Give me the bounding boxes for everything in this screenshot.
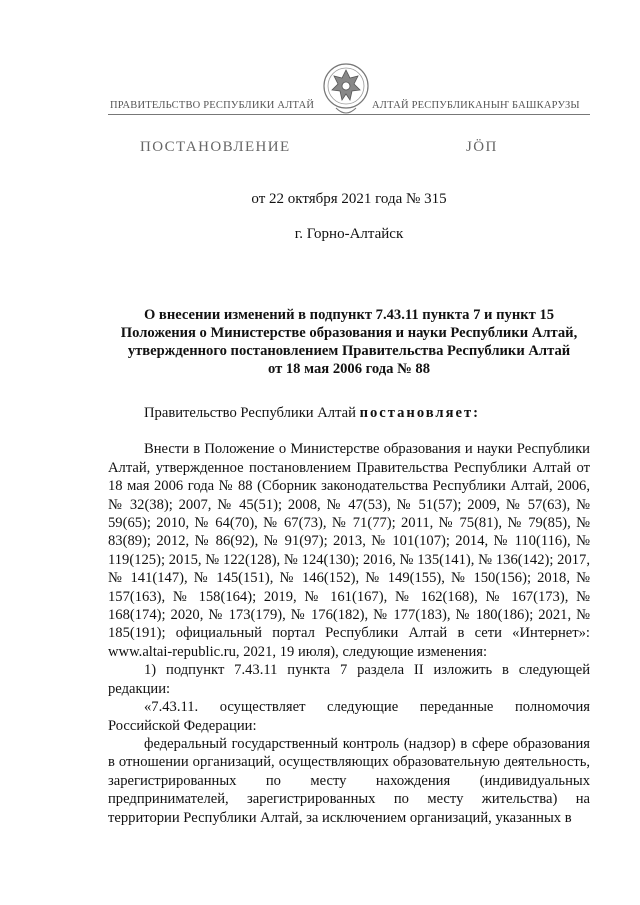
header-rule <box>108 114 590 115</box>
document-type-alt: ЈӦП <box>466 139 498 155</box>
document-title <box>108 306 590 378</box>
preamble <box>108 404 590 422</box>
document-type-ru: ПОСТАНОВЛЕНИЕ <box>140 139 291 155</box>
paragraph: 1) подпункт 7.43.11 пункта 7 раздела II изложить в следующей редакции: <box>108 662 590 697</box>
date-number: от 22 октября 2021 года № 315 <box>251 191 447 207</box>
city: г. Горно-Алтайск <box>294 226 404 242</box>
document-body <box>108 404 590 827</box>
paragraph: Внести в Положение о Министерстве образования и науки Республики Алтай, утвержденное постановлением Правительства Республики Алтай от 18 мая 2006 года № 88 (Сборник законодательства Республики Алтай, 2006, № 32(38); 2007, № 45(51); 2008, № 47(53), № 51(57); 2009, № 57(63), № 59(65); 2010, № 64(70), № 67(73), № 71(77); 2011, № 75(81), № 79(85), № 83(89); 2012, № 86(92), № 91(97); 2013, № 101(107); 2014, № 110(116), № 119(125); 2015, № 122(128), № 124(130); 2016, № 135(141), № 136(142); 2017, № 141(147), № 145(151), № 146(152), № 149(155), № 150(156); 2018, № 157(163), № 158(164); 2019, № 161(167), № 162(168), № 167(173), № 168(174); 2020, № 173(179), № 176(182), № 177(183), № 180(186); 2021, № 185(191); официальный портал Республики Алтай в сети «Интернет»: www.altai-republic.ru, 2021, 19 июля), следующие изменения: <box>108 441 590 660</box>
title-line: Положения о Министерстве образования и науки Республики Алтай, <box>120 325 578 341</box>
preamble-decree: постановляет: <box>359 405 481 421</box>
title-line: утвержденного постановлением Правительства Республики Алтай <box>127 343 571 359</box>
preamble-text: Правительство Республики Алтай <box>144 405 360 421</box>
paragraph: «7.43.11. осуществляет следующие переданные полномочия Российской Федерации: <box>108 699 590 734</box>
government-name-ru: ПРАВИТЕЛЬСТВО РЕСПУБЛИКИ АЛТАЙ <box>110 100 315 111</box>
republic-altai-emblem-icon <box>322 60 370 122</box>
paragraph: федеральный государственный контроль (надзор) в сфере образования в отношении организаций, осуществляющих образовательную деятельность, зарегистрированных по месту нахождения (индивидуальных предпринимателей, зарегистрированных по месту жительства) на территории Республики Алтай, за исключением организаций, указанных в <box>108 735 590 826</box>
title-line: О внесении изменений в подпункт 7.43.11 пункта 7 и пункт 15 <box>143 307 555 323</box>
government-name-alt: АЛТАЙ РЕСПУБЛИКАНЫҤ БАШКАРУЗЫ <box>372 100 580 111</box>
title-line: от 18 мая 2006 года № 88 <box>267 361 431 377</box>
